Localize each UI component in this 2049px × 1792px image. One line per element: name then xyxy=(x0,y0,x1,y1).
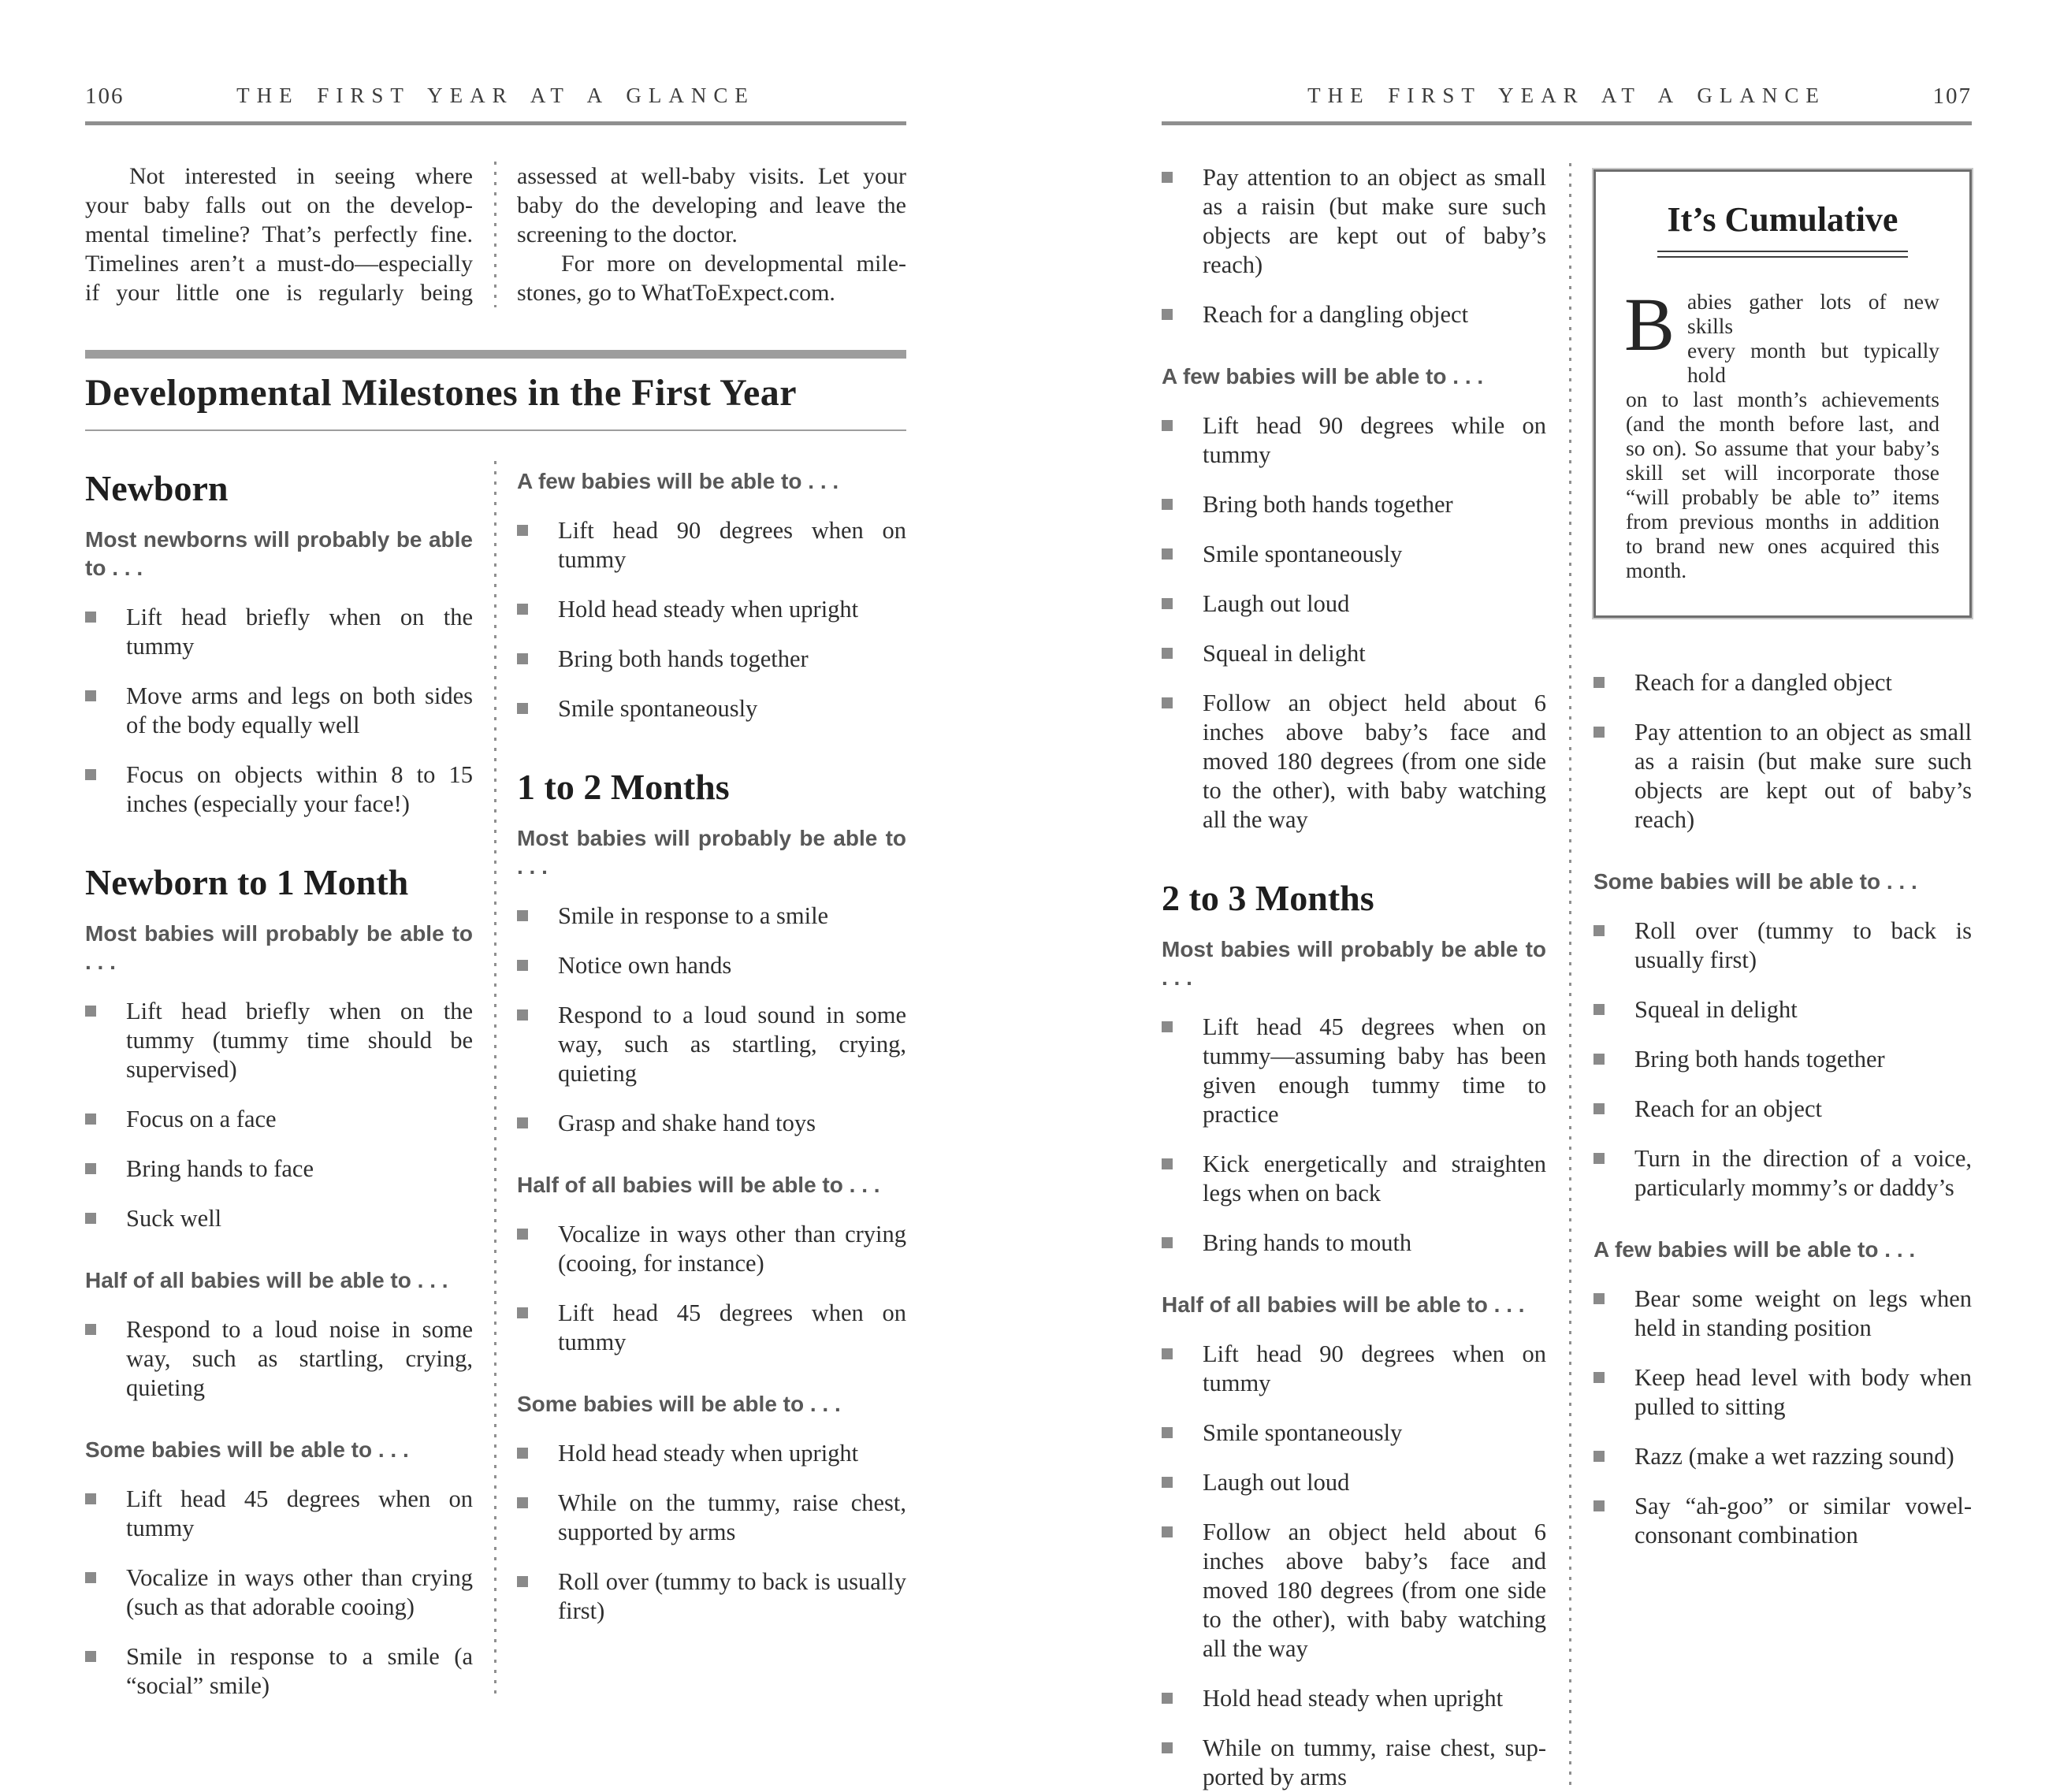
section-title-rule xyxy=(85,429,906,431)
bullet-square-icon xyxy=(1593,1103,1605,1114)
dotted-column-divider xyxy=(494,461,496,1701)
bullet-item: Notice own hands xyxy=(517,951,906,980)
bullet-square-icon xyxy=(517,960,528,971)
group-label: Half of all babies will be able to . . . xyxy=(517,1173,880,1197)
box-title-double-rule xyxy=(1657,251,1908,258)
bullet-item: Squeal in delight xyxy=(1162,639,1546,668)
bullet-square-icon xyxy=(517,1229,528,1240)
milestone-heading-newborn-1month: Newborn to 1 Month xyxy=(85,862,409,902)
bullet-square-icon xyxy=(1162,1742,1173,1753)
bullet-square-icon xyxy=(1162,420,1173,431)
bullet-item: Vocalize in ways other than crying (such as that adorable cooing) xyxy=(85,1563,473,1622)
group-label: Half of all babies will be able to . . . xyxy=(85,1268,448,1292)
bullet-square-icon xyxy=(85,1324,96,1335)
page-number-left: 106 xyxy=(85,84,125,109)
bullet-square-icon xyxy=(517,1497,528,1508)
bullet-square-icon xyxy=(1593,925,1605,936)
bullet-item: Reach for a dangled object xyxy=(1593,668,1972,697)
bullet-item: Follow an object held about 6 inches above baby’s face and moved 180 degrees (from one side to the other), with baby watching all the way xyxy=(1162,689,1546,835)
bullet-square-icon xyxy=(1162,1021,1173,1032)
bullet-item: Kick energetically and straighten legs when on back xyxy=(1162,1150,1546,1208)
bullet-item: Hold head steady when upright xyxy=(517,1439,906,1468)
bullet-item: Bring hands to face xyxy=(85,1154,473,1184)
bullet-item: Smile spontaneously xyxy=(1162,1418,1546,1448)
group-label: Some babies will be able to . . . xyxy=(85,1437,409,1462)
header-rule xyxy=(1162,121,1972,125)
intro-paragraph-col1 xyxy=(85,162,473,307)
bullet-square-icon xyxy=(85,1213,96,1224)
bullet-square-icon xyxy=(517,653,528,664)
intro-line: For more on developmental mile- xyxy=(561,251,906,277)
bullet-square-icon xyxy=(1593,1054,1605,1065)
bullet-square-icon xyxy=(517,525,528,536)
bullet-square-icon xyxy=(1162,309,1173,320)
intro-section xyxy=(85,162,906,307)
box-line: from previous months in addition xyxy=(1626,509,1939,534)
bullet-item: Bring both hands together xyxy=(1593,1045,1972,1074)
column-gutter xyxy=(1546,163,1593,1792)
running-head-right xyxy=(1162,84,1972,112)
bullet-item: Lift head 90 degrees when on tummy xyxy=(1162,1340,1546,1398)
bullet-item: Hold head steady when upright xyxy=(517,595,906,624)
bullet-square-icon xyxy=(85,1006,96,1017)
bullet-square-icon xyxy=(1593,677,1605,688)
bullet-square-icon xyxy=(517,604,528,615)
running-head-title: THE FIRST YEAR AT A GLANCE xyxy=(236,84,755,107)
bullet-square-icon xyxy=(1162,1693,1173,1704)
intro-line: if your little one is regularly being xyxy=(85,280,473,306)
bullet-item: Razz (make a wet razzing sound) xyxy=(1593,1442,1972,1471)
bullet-item: Hold head steady when upright xyxy=(1162,1684,1546,1713)
running-head-left xyxy=(85,84,906,112)
box-line: “will probably be able to” items xyxy=(1626,485,1939,509)
bullet-item: Move arms and legs on both sides of the body equally well xyxy=(85,682,473,740)
bullet-square-icon xyxy=(85,1651,96,1662)
bullet-item: Bring both hands together xyxy=(517,645,906,674)
bullet-square-icon xyxy=(1593,1293,1605,1304)
page-106 xyxy=(85,0,906,1701)
bullet-square-icon xyxy=(1593,1004,1605,1015)
bullet-item: Roll over (tummy to back is usually first) xyxy=(1593,916,1972,975)
bullet-item: Laugh out loud xyxy=(1162,1468,1546,1497)
group-label: A few babies will be able to . . . xyxy=(1162,364,1484,389)
bullet-square-icon xyxy=(1162,598,1173,609)
bullet-square-icon xyxy=(517,1576,528,1587)
bullet-item: Suck well xyxy=(85,1204,473,1233)
bullet-item: Roll over (tummy to back is usually first) xyxy=(517,1567,906,1626)
bullet-square-icon xyxy=(1162,1158,1173,1169)
bullet-square-icon xyxy=(1162,172,1173,183)
milestones-col1 xyxy=(1162,163,1546,1792)
box-line: to brand new ones acquired this xyxy=(1626,534,1939,558)
bullet-square-icon xyxy=(1162,548,1173,560)
bullet-item: Follow an object held about 6 inches above baby’s face and moved 180 degrees (from one side to the other), with baby watching all the way xyxy=(1162,1518,1546,1664)
milestones-col2 xyxy=(517,461,906,1701)
box-line: abies gather lots of new skills xyxy=(1687,289,1939,338)
bullet-square-icon xyxy=(1162,1526,1173,1537)
running-head-title: THE FIRST YEAR AT A GLANCE xyxy=(1307,84,1826,107)
bullet-square-icon xyxy=(1162,648,1173,659)
bullet-item: Lift head briefly when on the tummy xyxy=(85,603,473,661)
group-label: Most babies will probably be able to . . . xyxy=(1162,937,1546,990)
bullet-square-icon xyxy=(517,1117,528,1128)
group-label: Most babies will probably be able to . . . xyxy=(85,921,473,974)
box-line: every month but typically hold xyxy=(1687,338,1939,387)
bullet-item: Smile in response to a smile (a “social” smile) xyxy=(85,1642,473,1701)
milestone-heading-2to3months: 2 to 3 Months xyxy=(1162,878,1374,918)
bullet-square-icon xyxy=(85,769,96,780)
bullet-item: Respond to a loud noise in some way, such as startling, crying, quieting xyxy=(85,1315,473,1403)
bullet-item: Bring both hands together xyxy=(1162,490,1546,519)
milestone-heading-newborn: Newborn xyxy=(85,468,229,508)
bullet-item: While on tummy, raise chest, supported by arms xyxy=(1162,1734,1546,1792)
page-107 xyxy=(1162,0,1972,1792)
bullet-item: Focus on objects within 8 to 15 inches (especially your face!) xyxy=(85,760,473,819)
cumulative-box xyxy=(1593,169,1972,618)
milestones-col2 xyxy=(1593,163,1972,1792)
group-label: Most babies will probably be able to . . . xyxy=(517,826,906,879)
bullet-item: Smile spontaneously xyxy=(1162,540,1546,569)
bullet-item: Lift head briefly when on the tummy (tummy time should be supervised) xyxy=(85,997,473,1084)
box-line: skill set will incorporate those xyxy=(1626,460,1939,485)
bullet-item: Vocalize in ways other than crying (cooing, for instance) xyxy=(517,1220,906,1278)
bullet-item: Keep head level with body when pulled to sitting xyxy=(1593,1363,1972,1422)
bullet-square-icon xyxy=(1593,1500,1605,1511)
bullet-square-icon xyxy=(1593,1372,1605,1383)
bullet-item: Bear some weight on legs when held in standing position xyxy=(1593,1285,1972,1343)
bullet-item: Lift head 90 degrees while on tummy xyxy=(1162,411,1546,470)
milestones-columns xyxy=(85,461,906,1701)
bullet-square-icon xyxy=(517,910,528,921)
bullet-square-icon xyxy=(1162,1348,1173,1359)
bullet-item: Reach for an object xyxy=(1593,1095,1972,1124)
dotted-column-divider xyxy=(494,162,496,307)
group-label: Most newborns will probably be able to . . . xyxy=(85,527,473,580)
bullet-square-icon xyxy=(85,612,96,623)
bullet-square-icon xyxy=(1162,1237,1173,1248)
milestone-heading-1to2months: 1 to 2 Months xyxy=(517,767,730,807)
bullet-square-icon xyxy=(1162,1427,1173,1438)
bullet-item: Squeal in delight xyxy=(1593,995,1972,1024)
box-paragraph xyxy=(1624,282,1939,582)
intro-line: screening to the doctor. xyxy=(517,221,738,247)
box-line: on to last month’s achievements xyxy=(1626,387,1939,411)
bullet-square-icon xyxy=(85,690,96,701)
bullet-item: Bring hands to mouth xyxy=(1162,1229,1546,1258)
box-title: It’s Cumulative xyxy=(1667,200,1898,239)
bullet-square-icon xyxy=(1162,499,1173,510)
bullet-item: Pay attention to an object as small as a raisin (but make sure such objects are kept out of baby’s reach) xyxy=(1593,718,1972,835)
box-line: month. xyxy=(1626,558,1687,582)
bullet-square-icon xyxy=(517,703,528,714)
section-title: Developmental Milestones in the First Year xyxy=(85,372,798,414)
bullet-item: Lift head 45 degrees when on tummy xyxy=(517,1299,906,1357)
bullet-item: Pay attention to an object as small as a raisin (but make sure such objects are kept out of baby’s reach) xyxy=(1162,163,1546,280)
header-rule xyxy=(85,121,906,125)
intro-paragraph-col2 xyxy=(517,162,906,307)
bullet-item: Smile spontaneously xyxy=(517,694,906,723)
bullet-square-icon xyxy=(85,1493,96,1504)
bullet-square-icon xyxy=(85,1113,96,1125)
bullet-item: Lift head 45 degrees when on tummy xyxy=(85,1485,473,1543)
bullet-item: Smile in response to a smile xyxy=(517,902,906,931)
section-title-band xyxy=(85,350,906,359)
bullet-square-icon xyxy=(517,1307,528,1318)
bullet-square-icon xyxy=(1162,697,1173,708)
bullet-item: Respond to a loud sound in some way, such as startling, crying, quieting xyxy=(517,1001,906,1088)
bullet-square-icon xyxy=(85,1163,96,1174)
drop-cap: B xyxy=(1624,282,1675,366)
bullet-square-icon xyxy=(1162,1477,1173,1488)
bullet-item: Focus on a face xyxy=(85,1105,473,1134)
column-gutter xyxy=(473,461,517,1701)
box-line: (and the month before last, and xyxy=(1626,411,1939,436)
intro-line: stones, go to WhatToExpect.com. xyxy=(517,280,835,306)
intro-line: your baby falls out on the develop- xyxy=(85,192,473,218)
bullet-item: Laugh out loud xyxy=(1162,589,1546,619)
box-line: so on). So assume that your baby’s xyxy=(1626,436,1939,460)
bullet-item: Lift head 45 degrees when on tummy—assuming baby has been given enough tummy time to practice xyxy=(1162,1013,1546,1129)
dotted-column-divider xyxy=(1569,163,1571,1792)
group-label: A few babies will be able to . . . xyxy=(1593,1237,1916,1262)
group-label: Some babies will be able to . . . xyxy=(517,1392,841,1416)
milestones-columns xyxy=(1162,163,1972,1792)
group-label: Half of all babies will be able to . . . xyxy=(1162,1292,1525,1317)
group-label: Some babies will be able to . . . xyxy=(1593,869,1917,894)
bullet-square-icon xyxy=(1593,1451,1605,1462)
column-gutter xyxy=(473,162,517,307)
bullet-item: Say “ah-goo” or similar vowel-consonant combination xyxy=(1593,1492,1972,1550)
bullet-item: Reach for a dangling object xyxy=(1162,300,1546,329)
bullet-item: Lift head 90 degrees when on tummy xyxy=(517,516,906,574)
bullet-square-icon xyxy=(517,1009,528,1021)
intro-line: baby do the developing and leave the xyxy=(517,192,906,218)
milestones-col1 xyxy=(85,461,473,1701)
group-label: A few babies will be able to . . . xyxy=(517,469,839,493)
bullet-square-icon xyxy=(1593,1153,1605,1164)
intro-line: Timelines aren’t a must-do—especially xyxy=(85,251,473,277)
bullet-square-icon xyxy=(1593,727,1605,738)
bullet-square-icon xyxy=(85,1572,96,1583)
intro-line: assessed at well-baby visits. Let your xyxy=(517,163,906,189)
intro-line: Not interested in seeing where xyxy=(129,163,473,189)
bullet-item: Turn in the direction of a voice, particularly mommy’s or daddy’s xyxy=(1593,1144,1972,1203)
bullet-square-icon xyxy=(517,1448,528,1459)
page-number-right: 107 xyxy=(1932,84,1972,109)
bullet-item: While on the tummy, raise chest, supported by arms xyxy=(517,1489,906,1547)
intro-line: mental timeline? That’s perfectly fine. xyxy=(85,221,473,247)
bullet-item: Grasp and shake hand toys xyxy=(517,1109,906,1138)
